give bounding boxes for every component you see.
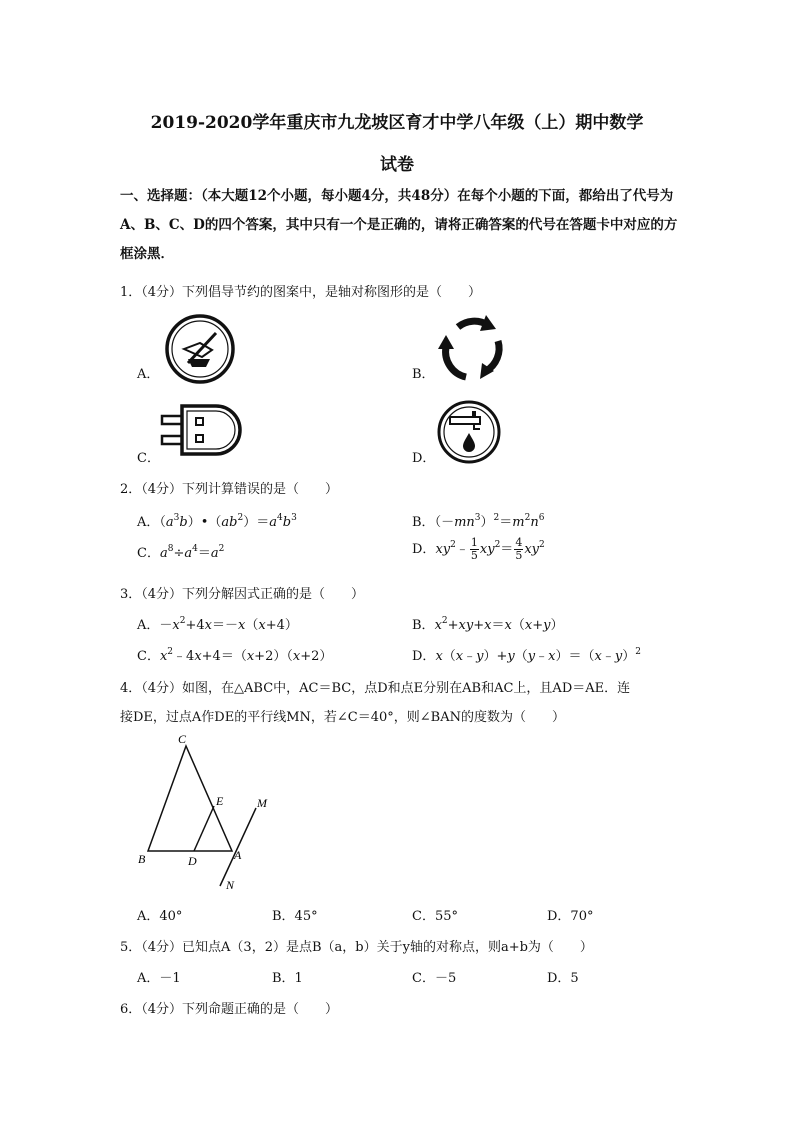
- label-m: M: [257, 796, 267, 810]
- q3-option-c: C．$x^2﹣4x+4=(x+2)(x+2)$: [137, 647, 333, 664]
- q5-option-c: C．－5: [412, 971, 457, 986]
- question-5-stem: 5．（4分）已知点A（3，2）是点B（a，b）关于y轴的对称点，则a+b为（ ）: [120, 940, 593, 955]
- question-4-stem-line1: 4．（4分）如图，在△ABC中，AC＝BC，点D和点E分别在AB和AC上，且AD＝AE．连: [120, 681, 631, 696]
- label-n: N: [226, 878, 235, 892]
- label-e: E: [216, 794, 224, 808]
- question-1-stem: 1．（4分）下列倡导节约的图案中，是轴对称图形的是（ ）: [120, 285, 482, 300]
- q5-option-d: D．5: [547, 971, 579, 986]
- section-instructions: 一、选择题：（本大题12个小题，每小题4分，共48分）在每个小题的下面，都给出了代号为A、B、C、D的四个答案，其中只有一个是正确的，请将正确答案的代号在答题卡中对应的方框涂黑．: [120, 188, 678, 262]
- q1-option-b-label: B．: [412, 367, 435, 382]
- question-6-stem: 6．（4分）下列命题正确的是（ ）: [120, 1002, 339, 1017]
- q5-option-a: A．－1: [137, 971, 181, 986]
- plug-icon: [160, 402, 246, 458]
- q1-option-a-label: A．: [137, 367, 160, 382]
- label-d: D: [188, 854, 197, 868]
- q3-option-b: B．$x^2+xy+x=x(x+y)$: [412, 616, 564, 633]
- q5-option-b: B．1: [272, 971, 303, 986]
- q2-option-d: D．$xy^2﹣$ $\frac{1}{5}$ $xy^2=$ $\frac{4}{5}$ $xy^2$: [412, 536, 545, 562]
- q2-option-b: B．$(-mn^3)^2=m^2n^6$: [412, 513, 545, 530]
- q3-option-a: A．$-x^2+4x=-x(x+4)$: [137, 616, 298, 633]
- dish-icon: [164, 313, 236, 385]
- faucet-drop-icon: [436, 399, 502, 465]
- page-title: 2019-2020学年重庆市九龙坡区育才中学八年级（上）期中数学: [150, 113, 644, 133]
- triangle-figure: [130, 728, 280, 898]
- question-2-stem: 2．（4分）下列计算错误的是（ ）: [120, 482, 339, 497]
- label-a: A: [234, 848, 242, 862]
- label-c: C: [178, 732, 187, 746]
- q4-option-c: C．55°: [412, 909, 458, 924]
- question-4-stem-line2: 接DE，过点A作DE的平行线MN，若∠C＝40°，则∠BAN的度数为（ ）: [120, 710, 565, 725]
- q4-option-d: D．70°: [547, 909, 594, 924]
- q2-option-a: A．$(a^3b)•(ab^2)=a^4b^3$: [137, 513, 297, 530]
- q2-option-c: C．$a^8\div a^4=a^2$: [137, 544, 225, 561]
- page-title-continued: 试卷: [380, 155, 414, 175]
- q4-option-a: A．40°: [137, 909, 183, 924]
- question-3-stem: 3．（4分）下列分解因式正确的是（ ）: [120, 587, 365, 602]
- q4-option-b: B．45°: [272, 909, 318, 924]
- q3-option-d: D．x（x﹣y）+y（y﹣x）＝（x﹣y）$^2$: [412, 647, 641, 664]
- q1-option-d-label: D．: [412, 451, 436, 466]
- label-b: B: [138, 852, 146, 866]
- recycle-arrows-icon: [436, 313, 508, 385]
- q1-option-c-label: C．: [137, 451, 160, 466]
